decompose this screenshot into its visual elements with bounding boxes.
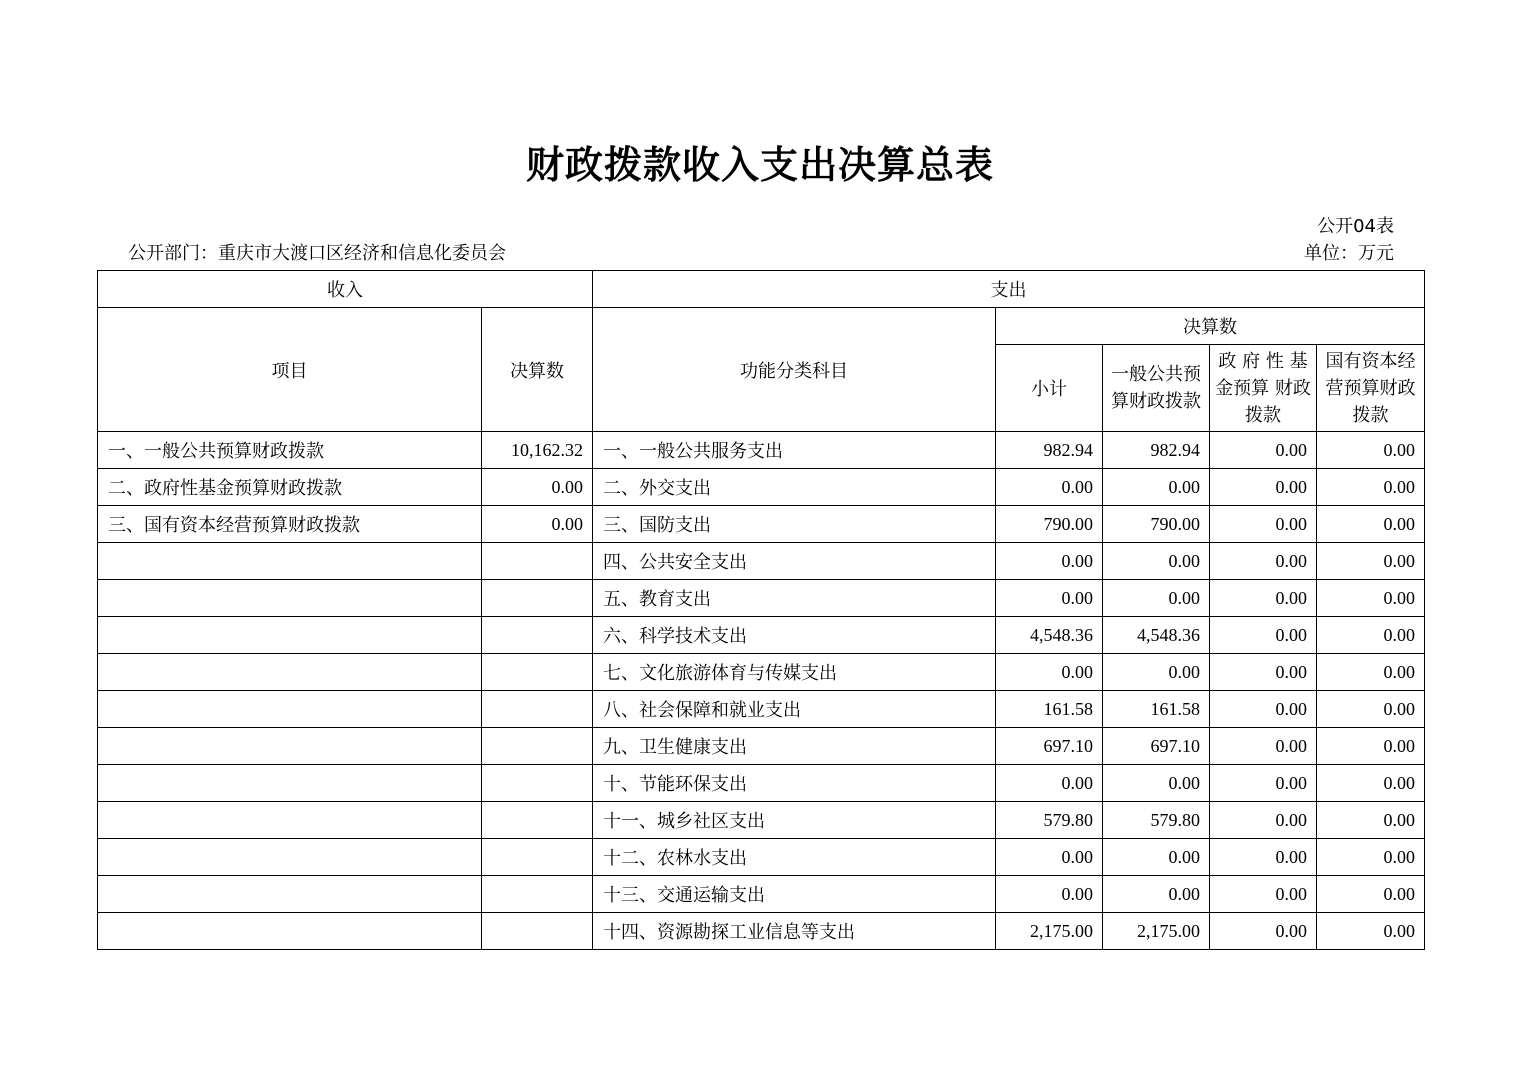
state-capital-cell: 0.00 — [1317, 802, 1425, 839]
expense-item-cell: 十四、资源勘探工业信息等支出 — [593, 913, 996, 950]
subtotal-cell: 982.94 — [996, 432, 1103, 469]
expense-item-cell: 八、社会保障和就业支出 — [593, 691, 996, 728]
item-header: 项目 — [98, 308, 482, 432]
subtotal-cell: 790.00 — [996, 506, 1103, 543]
general-budget-cell: 0.00 — [1103, 876, 1210, 913]
subtotal-cell: 0.00 — [996, 876, 1103, 913]
income-amount-cell — [482, 617, 593, 654]
expense-item-cell: 十、节能环保支出 — [593, 765, 996, 802]
general-budget-cell: 0.00 — [1103, 580, 1210, 617]
table-row — [98, 543, 1425, 580]
gov-fund-cell: 0.00 — [1210, 728, 1317, 765]
general-budget-cell: 0.00 — [1103, 543, 1210, 580]
gov-fund-cell: 0.00 — [1210, 765, 1317, 802]
income-amount-cell — [482, 728, 593, 765]
income-item-cell — [98, 876, 482, 913]
income-amount-cell: 0.00 — [482, 469, 593, 506]
subtotal-cell: 161.58 — [996, 691, 1103, 728]
expense-item-cell: 二、外交支出 — [593, 469, 996, 506]
table-row — [98, 617, 1425, 654]
subtotal-cell: 0.00 — [996, 469, 1103, 506]
table-row — [98, 728, 1425, 765]
expense-item-cell: 十二、农林水支出 — [593, 839, 996, 876]
income-item-cell — [98, 839, 482, 876]
state-capital-header: 国有资本经营预算财政拨款 — [1317, 345, 1425, 432]
income-amount-cell — [482, 543, 593, 580]
function-category-header: 功能分类科目 — [593, 308, 996, 432]
income-item-cell: 二、政府性基金预算财政拨款 — [98, 469, 482, 506]
general-budget-cell: 4,548.36 — [1103, 617, 1210, 654]
state-capital-cell: 0.00 — [1317, 432, 1425, 469]
income-amount-cell — [482, 765, 593, 802]
income-header: 收入 — [98, 271, 593, 308]
income-item-cell: 一、一般公共预算财政拨款 — [98, 432, 482, 469]
expense-item-cell: 九、卫生健康支出 — [593, 728, 996, 765]
expense-item-cell: 六、科学技术支出 — [593, 617, 996, 654]
gov-fund-cell: 0.00 — [1210, 691, 1317, 728]
table-row — [98, 802, 1425, 839]
form-number: 公开04表 — [1317, 216, 1394, 237]
general-budget-cell: 161.58 — [1103, 691, 1210, 728]
subtotal-cell: 0.00 — [996, 765, 1103, 802]
income-item-cell — [98, 617, 482, 654]
gov-fund-cell: 0.00 — [1210, 802, 1317, 839]
expense-item-cell: 七、文化旅游体育与传媒支出 — [593, 654, 996, 691]
subtotal-cell: 579.80 — [996, 802, 1103, 839]
table-row — [98, 432, 1425, 469]
gov-fund-cell: 0.00 — [1210, 617, 1317, 654]
subtotal-cell: 0.00 — [996, 654, 1103, 691]
table-row — [98, 691, 1425, 728]
state-capital-cell: 0.00 — [1317, 691, 1425, 728]
general-budget-cell: 579.80 — [1103, 802, 1210, 839]
table-row — [98, 654, 1425, 691]
state-capital-cell: 0.00 — [1317, 913, 1425, 950]
income-item-cell — [98, 654, 482, 691]
table-row — [98, 839, 1425, 876]
general-budget-cell: 790.00 — [1103, 506, 1210, 543]
final-amount-group-header: 决算数 — [996, 308, 1425, 345]
appropriation-table — [97, 270, 1425, 950]
income-amount-cell — [482, 691, 593, 728]
table-row — [98, 765, 1425, 802]
general-budget-cell: 2,175.00 — [1103, 913, 1210, 950]
state-capital-cell: 0.00 — [1317, 506, 1425, 543]
general-budget-cell: 982.94 — [1103, 432, 1210, 469]
subtotal-cell: 2,175.00 — [996, 913, 1103, 950]
table-row — [98, 506, 1425, 543]
income-item-cell — [98, 691, 482, 728]
gov-fund-cell: 0.00 — [1210, 580, 1317, 617]
subtotal-header: 小计 — [996, 345, 1103, 432]
expense-item-cell: 十一、城乡社区支出 — [593, 802, 996, 839]
general-budget-header: 一般公共预算财政拨款 — [1103, 345, 1210, 432]
income-amount-cell — [482, 913, 593, 950]
table-row — [98, 876, 1425, 913]
subtotal-cell: 0.00 — [996, 543, 1103, 580]
gov-fund-cell: 0.00 — [1210, 469, 1317, 506]
subtotal-cell: 697.10 — [996, 728, 1103, 765]
income-amount-cell — [482, 802, 593, 839]
income-item-cell — [98, 728, 482, 765]
state-capital-cell: 0.00 — [1317, 580, 1425, 617]
unit-label: 单位：万元 — [1304, 243, 1394, 264]
income-item-cell — [98, 765, 482, 802]
table-row — [98, 580, 1425, 617]
subtotal-cell: 0.00 — [996, 580, 1103, 617]
state-capital-cell: 0.00 — [1317, 728, 1425, 765]
gov-fund-cell: 0.00 — [1210, 543, 1317, 580]
gov-fund-cell: 0.00 — [1210, 432, 1317, 469]
general-budget-cell: 0.00 — [1103, 654, 1210, 691]
subtotal-cell: 4,548.36 — [996, 617, 1103, 654]
income-item-cell — [98, 580, 482, 617]
gov-fund-header: 政 府 性 基金预算 财政拨款 — [1210, 345, 1317, 432]
general-budget-cell: 0.00 — [1103, 765, 1210, 802]
income-item-cell — [98, 913, 482, 950]
gov-fund-cell: 0.00 — [1210, 876, 1317, 913]
gov-fund-cell: 0.00 — [1210, 839, 1317, 876]
department-label: 公开部门：重庆市大渡口区经济和信息化委员会 — [128, 243, 506, 264]
subtotal-cell: 0.00 — [996, 839, 1103, 876]
table-row — [98, 469, 1425, 506]
gov-fund-cell: 0.00 — [1210, 654, 1317, 691]
gov-fund-cell: 0.00 — [1210, 913, 1317, 950]
income-amount-cell — [482, 876, 593, 913]
income-amount-cell: 0.00 — [482, 506, 593, 543]
income-amount-cell — [482, 654, 593, 691]
state-capital-cell: 0.00 — [1317, 543, 1425, 580]
state-capital-cell: 0.00 — [1317, 617, 1425, 654]
income-item-cell — [98, 543, 482, 580]
income-amount-cell — [482, 580, 593, 617]
income-amount-cell: 10,162.32 — [482, 432, 593, 469]
page-title: 财政拨款收入支出决算总表 — [525, 143, 994, 187]
general-budget-cell: 0.00 — [1103, 839, 1210, 876]
state-capital-cell: 0.00 — [1317, 654, 1425, 691]
state-capital-cell: 0.00 — [1317, 765, 1425, 802]
state-capital-cell: 0.00 — [1317, 876, 1425, 913]
expense-item-cell: 一、一般公共服务支出 — [593, 432, 996, 469]
gov-fund-cell: 0.00 — [1210, 506, 1317, 543]
general-budget-cell: 697.10 — [1103, 728, 1210, 765]
income-item-cell: 三、国有资本经营预算财政拨款 — [98, 506, 482, 543]
final-amount-header: 决算数 — [482, 308, 593, 432]
income-item-cell — [98, 802, 482, 839]
state-capital-cell: 0.00 — [1317, 839, 1425, 876]
table-row — [98, 913, 1425, 950]
general-budget-cell: 0.00 — [1103, 469, 1210, 506]
expense-item-cell: 十三、交通运输支出 — [593, 876, 996, 913]
expense-header: 支出 — [593, 271, 1425, 308]
state-capital-cell: 0.00 — [1317, 469, 1425, 506]
income-amount-cell — [482, 839, 593, 876]
expense-item-cell: 五、教育支出 — [593, 580, 996, 617]
expense-item-cell: 四、公共安全支出 — [593, 543, 996, 580]
expense-item-cell: 三、国防支出 — [593, 506, 996, 543]
